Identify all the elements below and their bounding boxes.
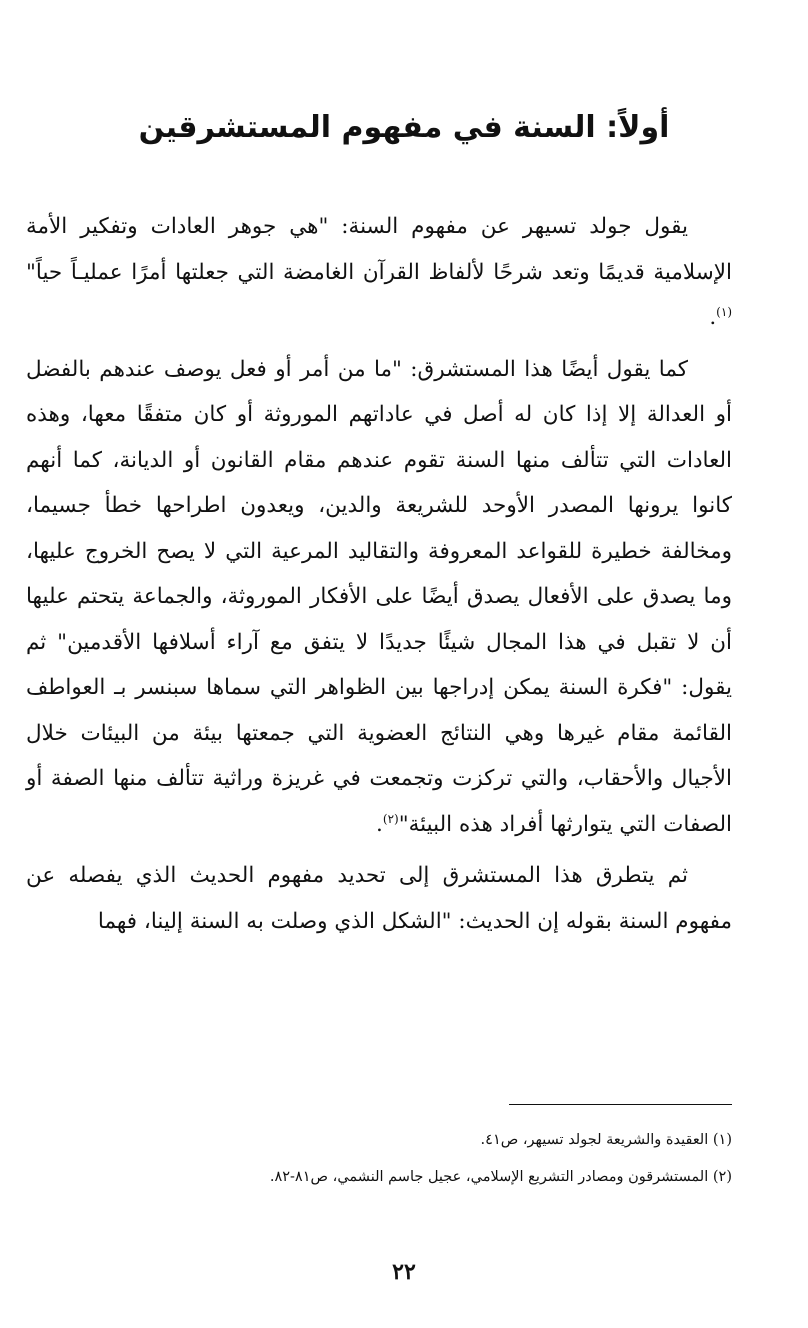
paragraph-end: . xyxy=(709,305,717,330)
paragraph-end: . xyxy=(376,811,383,837)
paragraph-2 xyxy=(26,347,732,848)
section-title: أولاً: السنة في مفهوم المستشرقين xyxy=(138,110,670,145)
paragraph-text: كما يقول أيضًا هذا المستشرق: "ما من أمر أو فعل يوصف عندهم بالفضل أو العدالة إلا إذا كان له أصل في عاداتهم الموروثة أو كان متفقًا معها، وهذه العادات التي تتألف منها السنة تقوم عندهم مقام القانون أو الديانة، كما أنهم كانوا يرونها المصدر الأوحد للشريعة والدين، ويعدون اطراحها خطأ جسيما، ومخالفة خطيرة للقواعد المعروفة والتقاليد المرعية التي لا يصح الخروج عليها، وما يصدق على الأفعال يصدق أيضًا على الأفكار الموروثة، والجماعة يتحتم عليها أن لا تقبل في هذا المجال شيئًا جديدًا لا يتفق مع آراء أسلافها الأقدمين" ثم يقول: "فكرة السنة يمكن إدراجها بين الظواهر التي سماها سبنسر بـ العواطف القائمة مقام غيرها وهي النتائج العضوية التي جمعتها بيئة من البيئات خلال الأجيال والأحقاب، والتي تركزت وتجمعت في غريزة وراثية تتألف منها الصفة أو الصفات التي يتوارثها أفراد هذه البيئة" xyxy=(26,356,732,837)
paragraph-3 xyxy=(26,853,732,944)
footnote-ref: (٢) xyxy=(382,811,399,826)
page-number: ٢٢ xyxy=(392,1259,416,1285)
footnote-1: (١) العقيدة والشريعة لجولد تسيهر، ص٤١. xyxy=(480,1132,732,1148)
footnote-separator xyxy=(509,1104,732,1105)
footnote-ref: (١) xyxy=(716,304,732,319)
footnotes xyxy=(26,1122,732,1196)
paragraph-text: ثم يتطرق هذا المستشرق إلى تحديد مفهوم الحديث الذي يفصله عن مفهوم السنة بقوله إن الحديث: "الشكل الذي وصلت به السنة إلينا، فهما xyxy=(26,863,732,934)
footnote-2: (٢) المستشرقون ومصادر التشريع الإسلامي، عجيل جاسم النشمي، ص٨١-٨٢. xyxy=(269,1169,732,1185)
paragraph-1 xyxy=(26,204,732,341)
body-text xyxy=(26,204,732,944)
paragraph-text: يقول جولد تسيهر عن مفهوم السنة: "هي جوهر العادات وتفكير الأمة الإسلامية قديمًا وتعد شرحًا لألفاظ القرآن الغامضة التي جعلتها أمرًا عمليـاً حياً" xyxy=(26,214,732,285)
